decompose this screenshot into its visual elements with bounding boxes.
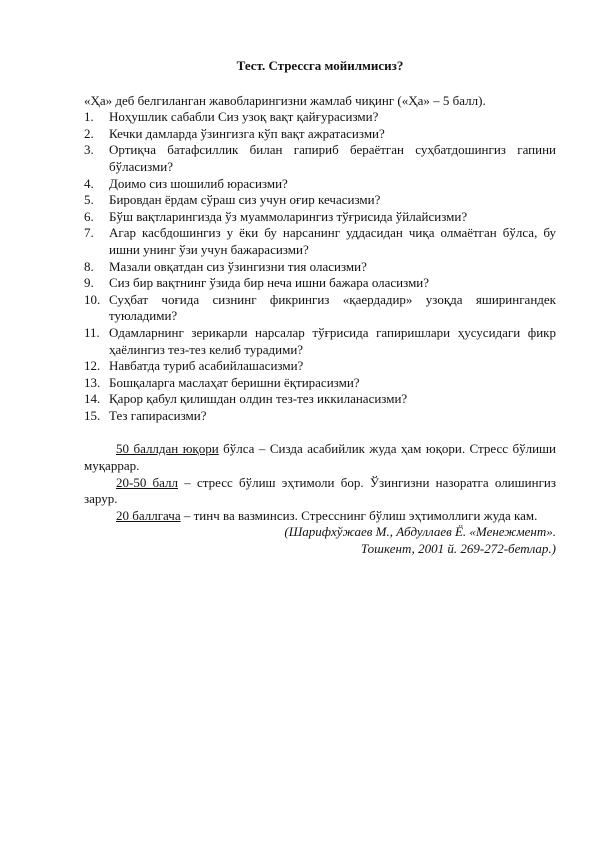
question-item (84, 225, 556, 258)
question-text: Одамларнинг зерикарли нарсалар тўғрисида гапиришлари ҳусусидаги фикр ҳаёлингиз тез-тез келиб турадими? (109, 324, 556, 357)
question-item (84, 176, 556, 193)
question-number: 11. (84, 324, 100, 340)
question-number: 14. (84, 391, 101, 407)
question-item (84, 126, 556, 143)
question-item (84, 391, 556, 408)
question-item (84, 408, 556, 425)
question-text: Ноҳушлик сабабли Сиз узоқ вақт қайғурасизми? (109, 109, 379, 125)
question-number: 8. (84, 258, 94, 274)
question-number: 2. (84, 125, 94, 141)
question-number: 5. (84, 192, 94, 208)
question-item (84, 275, 556, 292)
question-list (84, 109, 556, 424)
question-item (84, 109, 556, 126)
question-number: 7. (84, 225, 94, 241)
question-item (84, 292, 556, 325)
instructions: «Ҳа» деб белгиланган жавобларингизни жамлаб чиқинг («Ҳа» – 5 балл). (84, 92, 486, 108)
question-number: 15. (84, 407, 101, 423)
question-text: Ортиқча батафсиллик билан гапириб бераётган суҳбатдошингиз гапини бўласизми? (109, 142, 556, 174)
result-text: – тинч ва вазминсиз. Стресснинг бўлиш эҳтимоллиги жуда кам. (180, 507, 538, 523)
result-low (84, 508, 556, 525)
question-text: Бошқаларга маслаҳат беришни ёқтирасизми? (109, 374, 360, 390)
question-text: Суҳбат чоғида сизнинг фикрингиз «қаердадир» узоқда яширингандек туюладими? (109, 291, 556, 324)
question-number: 13. (84, 374, 101, 390)
question-number: 3. (84, 142, 94, 158)
question-number: 9. (84, 275, 94, 291)
question-number: 1. (84, 109, 94, 125)
question-item (84, 209, 556, 226)
question-text: Бировдан ёрдам сўраш сиз учун оғир кечасизми? (109, 192, 381, 208)
citation-line-2: Тошкент, 2001 й. 269-272-бетлар.) (360, 541, 556, 557)
result-high (84, 441, 556, 474)
question-text: Тез гапирасизми? (109, 407, 207, 423)
question-number: 12. (84, 358, 101, 374)
source-citation (84, 524, 556, 557)
document-content (84, 58, 556, 558)
question-item (84, 192, 556, 209)
result-text: – стресс бўлиш эҳтимоли бор. Ўзингизни назоратга олишингиз зарур. (84, 474, 556, 507)
question-text: Навбатда туриб асабийлашасизми? (109, 358, 304, 374)
result-text: бўлса – Сизда асабийлик жуда ҳам юқори. Стресс бўлиши муқаррар. (84, 441, 556, 474)
question-text: Доимо сиз шошилиб юрасизми? (109, 175, 288, 191)
question-item (84, 259, 556, 276)
question-number: 4. (84, 175, 94, 191)
score-range: 20-50 балл (116, 474, 179, 490)
question-text: Кечки дамларда ўзингизга кўп вақт ажратасизми? (109, 125, 385, 141)
question-text: Бўш вақтларингизда ўз муаммоларингиз тўғрисида ўйлайсизми? (109, 208, 468, 224)
result-medium (84, 475, 556, 508)
question-text: Агар касбдошингиз у ёки бу нарсанинг уддасидан чиқа олмаётган бўлса, бу ишни унинг ўзи учун бажарасизми? (109, 225, 556, 257)
question-number: 10. (84, 291, 101, 307)
question-text: Қарор қабул қилишдан олдин тез-тез иккиланасизми? (109, 391, 408, 407)
citation-line-1: (Шарифхўжаев М., Абдуллаев Ё. «Менежмент». (284, 524, 556, 540)
score-interpretation (84, 441, 556, 524)
score-range: 50 баллдан юқори (116, 441, 219, 457)
question-item (84, 325, 556, 358)
question-item (84, 358, 556, 375)
question-text: Сиз бир вақтнинг ўзида бир неча ишни бажара оласизми? (109, 275, 430, 291)
question-item (84, 375, 556, 392)
question-text: Мазали овқатдан сиз ўзингизни тия оласизми? (109, 258, 367, 274)
question-item (84, 142, 556, 175)
score-range: 20 баллгача (116, 507, 181, 523)
question-number: 6. (84, 208, 94, 224)
test-title: Тест. Стрессга мойилмисиз? (236, 58, 404, 73)
